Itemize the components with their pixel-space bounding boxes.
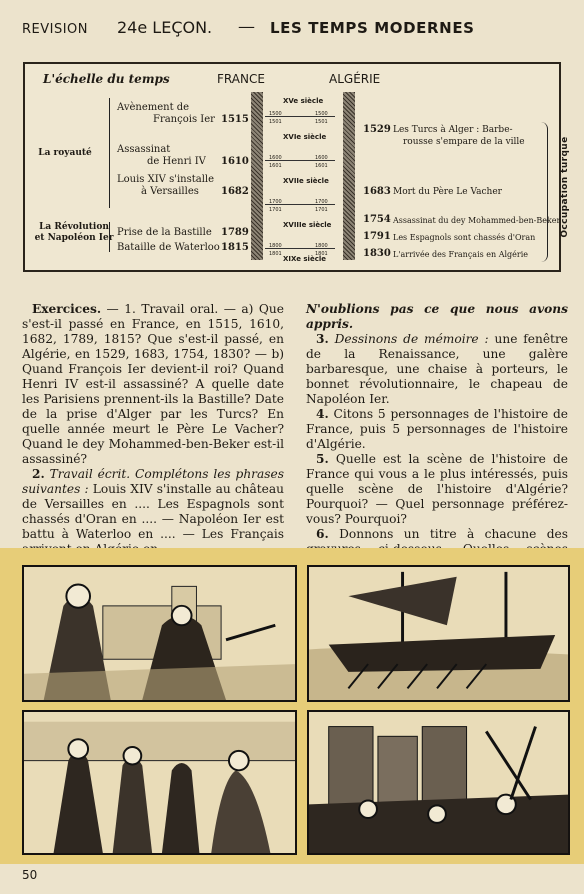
algerie-year-1830: 1830 — [363, 248, 391, 259]
tick-label: 1801 — [269, 251, 282, 257]
exercise-5 — [306, 452, 568, 527]
tick-label: 1601 — [269, 163, 282, 169]
tick-label: 1600 — [269, 155, 282, 161]
algerie-time-bar — [343, 92, 355, 260]
engraving-turks-in-algiers — [22, 565, 297, 702]
tick-label: 1800 — [269, 243, 282, 249]
exercise-4-text: Citons 5 personnages de l'histoire de France, puis 5 personnages de l'histoire d'Algérie. — [306, 407, 568, 451]
france-event-1610-line2: de Henri IV — [147, 156, 206, 167]
category-revolution: La Révolution et Napoléon Ier — [34, 222, 114, 243]
occupation-brace — [541, 122, 548, 262]
tick-label: 1800 — [315, 243, 328, 249]
exercise-2-title: Travail écrit. Complétons les phrases suivantes : — [22, 467, 284, 496]
algerie-event-1683: Mort du Père Le Vacher — [393, 187, 502, 197]
france-event-1515-line1: Avènement de — [117, 102, 190, 113]
exercise-5-number: 5. — [316, 452, 329, 466]
century-label: XVe siècle — [283, 97, 324, 105]
exercises-label: Exercices. — [32, 302, 102, 316]
exercises-right-column — [306, 302, 568, 572]
exercises-left-column — [22, 302, 284, 557]
exercise-4 — [306, 407, 568, 452]
page-number: 50 — [22, 868, 38, 882]
royaute-brace — [109, 98, 116, 208]
tick-label: 1500 — [315, 111, 328, 117]
france-event-1515-line2: François Ier — [153, 114, 215, 125]
exercise-1 — [22, 302, 284, 467]
exercise-6-number: 6. — [316, 527, 329, 541]
tick-label: 1701 — [315, 207, 328, 213]
illustration-plates — [0, 548, 584, 864]
tick-label: 1501 — [315, 119, 328, 125]
exercise-4-number: 4. — [316, 407, 329, 421]
engraving-storming-bastille — [307, 710, 570, 855]
france-event-1682-line2: à Versailles — [141, 186, 199, 197]
century-label: XVIe siècle — [283, 133, 327, 141]
exercise-2-text: Louis XIV s'installe au château de Versailles en .... Les Espagnols sont chassés d'Oran en .... — Napoléon Ier est battu à Waterloo en .... — Les Français — [22, 482, 285, 541]
algerie-event-1529-line2: rousse s'empare de la ville — [403, 137, 525, 147]
century-label: XVIIe siècle — [283, 177, 329, 185]
france-year-1610: 1610 — [221, 156, 249, 167]
exercise-2 — [22, 467, 284, 557]
engraving-galley-ship — [307, 565, 570, 702]
century-scale — [265, 92, 335, 263]
tick-label: 1701 — [269, 207, 282, 213]
century-label: XIXe siècle — [283, 255, 327, 263]
exercise-3-title: Dessinons de mémoire : — [328, 332, 489, 346]
france-event-1815: Bataille de Waterloo — [117, 242, 220, 253]
page-title: LES TEMPS MODERNES — [270, 19, 475, 37]
france-column-header: FRANCE — [217, 72, 265, 86]
lesson-number: 24e LEÇON. — [117, 18, 213, 37]
france-event-1789: Prise de la Bastille — [117, 227, 212, 238]
tick-label: 1801 — [315, 251, 328, 257]
france-event-1682-line1: Louis XIV s'installe — [117, 174, 215, 185]
france-time-bar — [251, 92, 263, 260]
algerie-year-1683: 1683 — [363, 186, 391, 197]
exercise-2-number: 2. — [32, 467, 45, 481]
algerie-year-1529: 1529 — [363, 124, 391, 135]
algerie-event-1754: Assassinat du dey Mohammed-ben-Beker — [393, 216, 561, 225]
exercise-3-number: 3. — [316, 332, 329, 346]
exercise-1-text: — 1. Travail oral. — a) Que s'est-il passé en France, en 1515, 1610, 1682, 1789, 1815? Que s'est-il passé, en Algérie, en 1529, 1683, 1754, 1830? — b) Quand François Ier devient-il roi? Quand Henri IV est-il assassiné? A quelle date les Parisiens prennent-ils la Bastille? Date de la prise d'Alger par les Turcs? En quelle année meurt le Père Le Vacher? Quand le dey Mohammed-ben-Beker est-il assassiné? — [22, 302, 284, 466]
engraving-versailles-court — [22, 710, 297, 855]
france-year-1815: 1815 — [221, 242, 249, 253]
engraving-drawing — [309, 712, 568, 853]
tick-label: 1500 — [269, 111, 282, 117]
revision-label: REVISION — [22, 22, 89, 37]
france-year-1789: 1789 — [221, 227, 249, 238]
timeline-heading: L'échelle du temps — [43, 72, 170, 86]
france-event-1610-line1: Assassinat — [117, 144, 171, 155]
france-year-1682: 1682 — [221, 186, 249, 197]
right-column-heading: N'oublions pas ce que nous avons appris. — [306, 302, 568, 331]
france-year-1515: 1515 — [221, 114, 249, 125]
tick-label: 1601 — [315, 163, 328, 169]
algerie-event-1830: L'arrivée des Français en Algérie — [393, 250, 529, 259]
exercise-5-text: Quelle est la scène de l'histoire de France qui vous a le plus intéressés, puis quelle scène de l'histoire d'Algérie? Pourquoi? — Quel personnage préférez-vous? Pourquoi? — [306, 452, 568, 526]
exercise-3 — [306, 332, 568, 407]
algerie-column-header: ALGÉRIE — [329, 72, 381, 86]
tick-label: 1700 — [269, 199, 282, 205]
timeline-box — [23, 62, 570, 272]
century-label: XVIIIe siècle — [283, 221, 332, 229]
algerie-event-1791: Les Espagnols sont chassés d'Oran — [393, 233, 536, 242]
occupation-turque-label: Occupation turque — [560, 136, 570, 238]
algerie-year-1754: 1754 — [363, 214, 391, 225]
tick-label: 1501 — [269, 119, 282, 125]
engraving-drawing — [24, 567, 295, 700]
engraving-drawing — [309, 567, 568, 700]
algerie-event-1529-line1: Les Turcs à Alger : Barbe- — [393, 125, 513, 135]
page-header — [22, 18, 562, 46]
exercise-3-text: une fenêtre de la Renaissance, une galère barbaresque, une chaise à porteurs, le bonnet révolutionnaire, le chapeau de Napoléon Ier. — [306, 332, 568, 406]
engraving-drawing — [24, 712, 295, 853]
exercise-6-text: Donnons un titre à chacune des — [339, 527, 568, 541]
tick-label: 1600 — [315, 155, 328, 161]
header-dash: — — [238, 17, 255, 37]
algerie-year-1791: 1791 — [363, 231, 391, 242]
category-royaute: La royauté — [38, 148, 92, 158]
tick-label: 1700 — [315, 199, 328, 205]
revolution-brace — [109, 222, 116, 252]
